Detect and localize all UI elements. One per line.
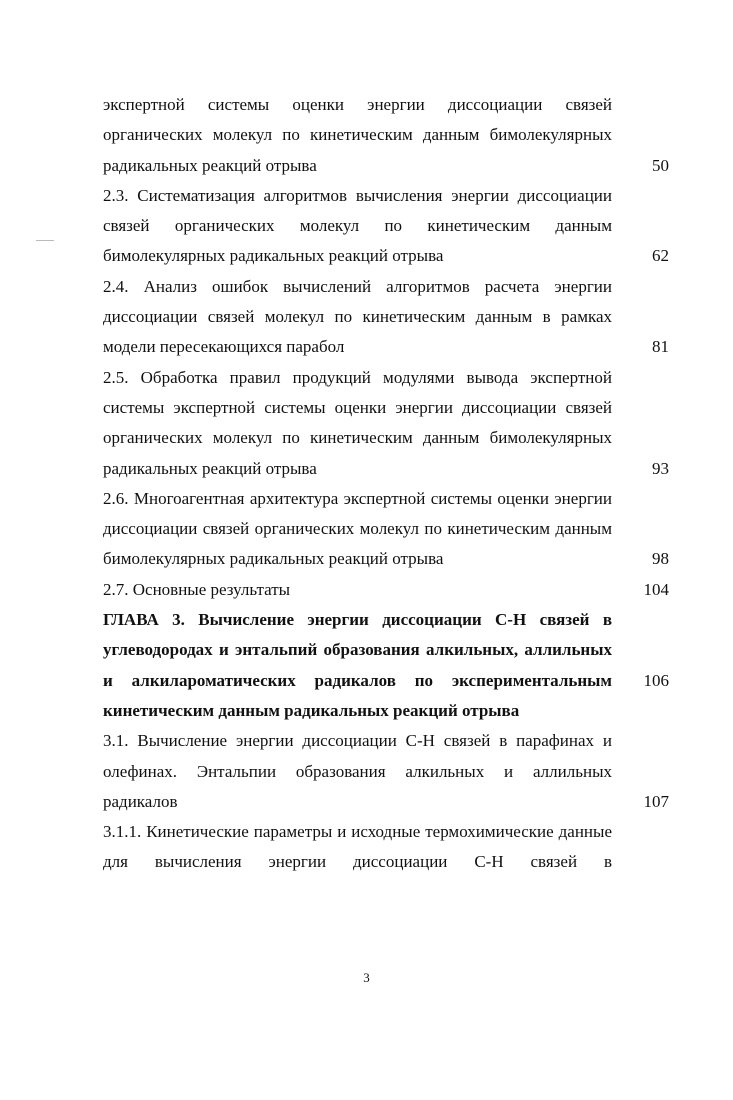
toc-entry-page: 62 <box>652 246 669 266</box>
toc-entry-page: 81 <box>652 337 669 357</box>
toc-entry-page: 98 <box>652 549 669 569</box>
toc-entry-text: 2.7. Основные результаты <box>103 579 291 599</box>
table-of-contents <box>103 90 669 878</box>
toc-entry-2-5 <box>103 363 669 484</box>
toc-entry-text: 2.3. Систематизация алгоритмов вычисления энергии диссоциации связей органических молекул по кинетическим данным бимолекулярных радикальных реакций отрыва <box>103 185 612 266</box>
toc-entry-3-1-1 <box>103 817 669 878</box>
toc-entry-2-3 <box>103 181 669 272</box>
toc-entry-page: 93 <box>652 458 669 478</box>
toc-entry-page: 107 <box>643 791 669 811</box>
toc-entry-text: 2.4. Анализ ошибок вычислений алгоритмов расчета энергии диссоциации связей молекул по кинетическим данным в рамках модели пересекающихся парабол <box>103 276 612 357</box>
toc-entry-page: 50 <box>652 155 669 175</box>
toc-chapter-heading: ГЛАВА 3. Вычисление энергии диссоциации С-Н связей в углеводородах и энтальпий образования алкильных, аллильных и алкилароматических радикалов по экспериментальным кинетическим данным радикальных реакций отрыва <box>103 610 612 720</box>
toc-entry-text: 3.1.1. Кинетические параметры и исходные термохимические данные для вычисления энергии диссоциации С-Н связей в <box>103 822 612 872</box>
toc-entry-2-7 <box>103 575 669 605</box>
toc-entry-text: 2.5. Обработка правил продукций модулями вывода экспертной системы экспертной системы оценки энергии диссоциации связей органических молекул по кинетическим данным бимолекулярных радикальных реакций отрыва <box>103 367 612 478</box>
toc-entry-text: экспертной системы оценки энергии диссоциации связей органических молекул по кинетическим данным бимолекулярных радикальных реакций отрыва <box>103 95 612 175</box>
toc-entry-page: 104 <box>643 579 669 599</box>
toc-entry-2-2-continued <box>103 90 669 181</box>
toc-entry-2-4 <box>103 272 669 363</box>
toc-entry-chapter-3 <box>103 605 669 726</box>
toc-entry-2-6 <box>103 484 669 575</box>
toc-entry-page: 106 <box>643 670 669 690</box>
toc-entry-text: 2.6. Многоагентная архитектура экспертной системы оценки энергии диссоциации связей органических молекул по кинетическим данным бимолекулярных радикальных реакций отрыва <box>103 488 612 569</box>
page-number: 3 <box>363 970 370 985</box>
scan-margin-mark <box>36 240 54 241</box>
toc-entry-3-1 <box>103 726 669 817</box>
toc-entry-text: 3.1. Вычисление энергии диссоциации С-Н связей в парафинах и олефинах. Энтальпии образования алкильных и аллильных радикалов <box>103 731 612 811</box>
